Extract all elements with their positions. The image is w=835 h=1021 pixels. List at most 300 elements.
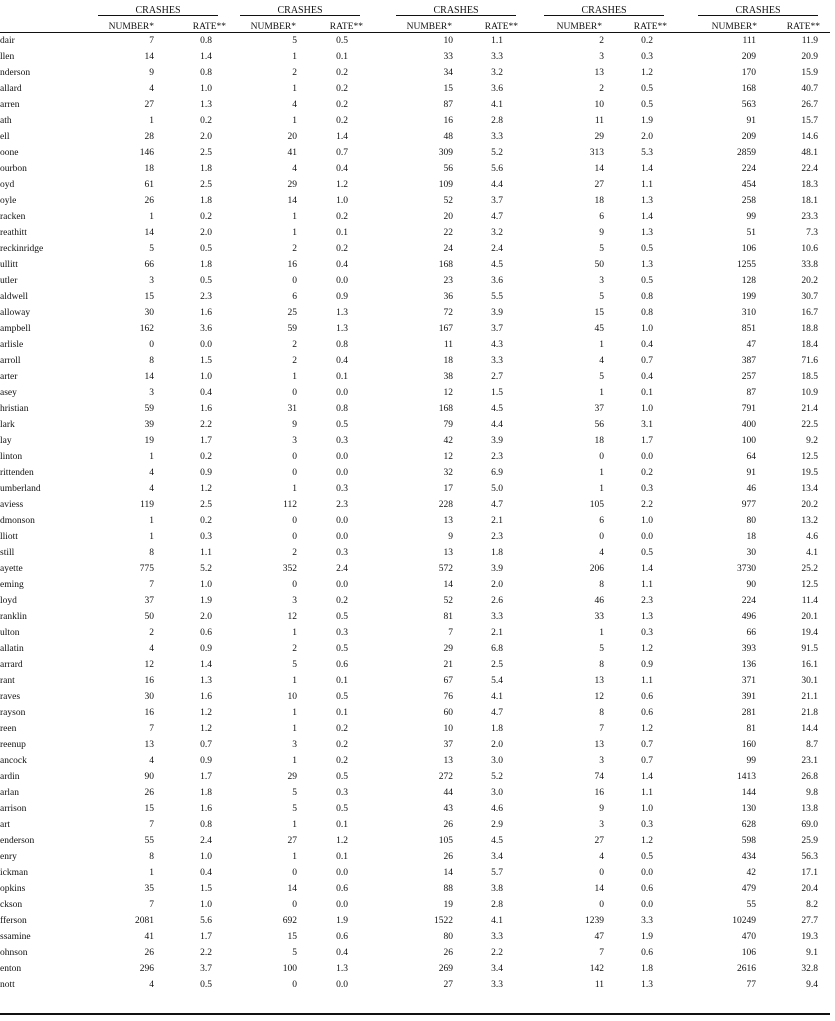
- number-2-cell: 16: [287, 260, 297, 270]
- county-name-cell: enderson: [0, 836, 35, 846]
- number-3-cell: 168: [438, 404, 453, 414]
- number-4-cell: 50: [594, 260, 604, 270]
- rate-4-cell: 1.2: [641, 644, 653, 654]
- rate-1-cell: 2.2: [200, 420, 212, 430]
- rate-3-cell: 6.8: [491, 644, 503, 654]
- rate-3-cell: 3.2: [491, 228, 503, 238]
- table-row: [0, 849, 835, 865]
- rate-5-cell: 33.8: [801, 260, 818, 270]
- number-2-cell: 10: [287, 692, 297, 702]
- table-row: [0, 785, 835, 801]
- number-4-cell: 13: [594, 68, 604, 78]
- table-row: [0, 929, 835, 945]
- number-5-cell: 563: [741, 100, 756, 110]
- number-1-cell: 7: [149, 580, 154, 590]
- number-5-cell: 47: [746, 340, 756, 350]
- number-4-cell: 37: [594, 404, 604, 414]
- number-4-cell: 27: [594, 836, 604, 846]
- number-1-cell: 50: [144, 612, 154, 622]
- number-5-cell: 310: [741, 308, 756, 318]
- county-name-cell: dmonson: [0, 516, 35, 526]
- number-1-cell: 3: [149, 388, 154, 398]
- number-5-cell: 99: [746, 756, 756, 766]
- number-1-cell: 14: [144, 52, 154, 62]
- rate-4-cell: 1.3: [641, 980, 653, 990]
- rate-3-cell: 2.5: [491, 660, 503, 670]
- number-5-cell: 470: [741, 932, 756, 942]
- rate-4-cell: 2.0: [641, 132, 653, 142]
- number-1-cell: 15: [144, 804, 154, 814]
- number-1-cell: 41: [144, 932, 154, 942]
- rate-5-cell: 22.4: [801, 164, 818, 174]
- rate-1-cell: 0.9: [200, 644, 212, 654]
- number-4-cell: 0: [599, 868, 604, 878]
- rate-5-cell: 26.7: [801, 100, 818, 110]
- number-4-cell: 3: [599, 276, 604, 286]
- rate-4-cell: 0.6: [641, 884, 653, 894]
- number-3-cell: 38: [443, 372, 453, 382]
- number-5-cell: 91: [746, 116, 756, 126]
- table-row: [0, 881, 835, 897]
- rate-1-cell: 1.7: [200, 932, 212, 942]
- rate-3-cell: 3.3: [491, 356, 503, 366]
- rate-5-cell: 40.7: [801, 84, 818, 94]
- number-2-cell: 4: [292, 164, 297, 174]
- rate-5-cell: 8.2: [806, 900, 818, 910]
- rate-1-cell: 2.5: [200, 148, 212, 158]
- rate-1-cell: 2.0: [200, 612, 212, 622]
- table-row: [0, 817, 835, 833]
- number-2-cell: 9: [292, 420, 297, 430]
- table-row: [0, 241, 835, 257]
- number-5-cell: 66: [746, 628, 756, 638]
- rate-5-cell: 9.8: [806, 788, 818, 798]
- number-3-cell: 52: [443, 196, 453, 206]
- number-4-cell: 313: [589, 148, 604, 158]
- rate-1-cell: 5.2: [200, 564, 212, 574]
- rate-2-cell: 0.5: [336, 692, 348, 702]
- rate-3-cell: 2.0: [491, 580, 503, 590]
- number-4-cell: 3: [599, 820, 604, 830]
- county-name-cell: ickman: [0, 868, 28, 878]
- rate-3-cell: 4.7: [491, 212, 503, 222]
- number-1-cell: 7: [149, 724, 154, 734]
- rate-4-cell: 0.4: [641, 372, 653, 382]
- number-5-cell: 144: [741, 788, 756, 798]
- rate-4-cell: 2.3: [641, 596, 653, 606]
- table-row: [0, 257, 835, 273]
- number-1-cell: 1: [149, 116, 154, 126]
- rate-5-cell: 25.9: [801, 836, 818, 846]
- number-1-cell: 119: [140, 500, 154, 510]
- number-2-cell: 1: [292, 228, 297, 238]
- county-name-cell: enry: [0, 852, 17, 862]
- rate-2-cell: 0.5: [336, 36, 348, 46]
- group-rule-1: [98, 15, 218, 16]
- number-5-cell: 791: [741, 404, 756, 414]
- number-2-cell: 1: [292, 708, 297, 718]
- county-name-cell: allard: [0, 84, 22, 94]
- rate-4-cell: 0.5: [641, 852, 653, 862]
- county-name-cell: ardin: [0, 772, 20, 782]
- number-5-cell: 224: [741, 596, 756, 606]
- rate-2-cell: 0.3: [336, 484, 348, 494]
- number-2-cell: 29: [287, 772, 297, 782]
- table-row: [0, 721, 835, 737]
- rate-2-cell: 0.1: [336, 852, 348, 862]
- number-1-cell: 7: [149, 36, 154, 46]
- number-2-cell: 0: [292, 900, 297, 910]
- number-3-cell: 36: [443, 292, 453, 302]
- table-row: [0, 593, 835, 609]
- rate-4-cell: 0.0: [641, 532, 653, 542]
- number-3-cell: 52: [443, 596, 453, 606]
- rate-header-5: RATE**: [786, 22, 820, 32]
- rate-1-cell: 1.8: [200, 788, 212, 798]
- table-row: [0, 641, 835, 657]
- rate-1-cell: 0.8: [200, 820, 212, 830]
- rate-2-cell: 0.3: [336, 436, 348, 446]
- rate-3-cell: 2.0: [491, 740, 503, 750]
- table-row: [0, 49, 835, 65]
- rate-4-cell: 0.8: [641, 292, 653, 302]
- number-4-cell: 0: [599, 532, 604, 542]
- rate-1-cell: 2.2: [200, 948, 212, 958]
- rate-2-cell: 1.3: [336, 964, 348, 974]
- number-4-cell: 29: [594, 132, 604, 142]
- rate-1-cell: 0.3: [200, 532, 212, 542]
- rate-2-cell: 0.8: [336, 340, 348, 350]
- group-rule-4: [544, 15, 664, 16]
- group-rule-2: [240, 15, 360, 16]
- number-3-cell: 13: [443, 756, 453, 766]
- table-row: [0, 305, 835, 321]
- table-row: [0, 481, 835, 497]
- county-name-cell: arter: [0, 372, 18, 382]
- rate-4-cell: 0.2: [641, 36, 653, 46]
- county-name-cell: arlan: [0, 788, 19, 798]
- rate-5-cell: 10.6: [801, 244, 818, 254]
- number-3-cell: 13: [443, 548, 453, 558]
- number-4-cell: 16: [594, 788, 604, 798]
- rate-1-cell: 1.1: [200, 548, 212, 558]
- number-2-cell: 4: [292, 100, 297, 110]
- number-3-cell: 26: [443, 852, 453, 862]
- number-1-cell: 3: [149, 276, 154, 286]
- number-3-cell: 76: [443, 692, 453, 702]
- rate-1-cell: 1.6: [200, 404, 212, 414]
- number-3-cell: 168: [438, 260, 453, 270]
- rate-1-cell: 2.0: [200, 132, 212, 142]
- rate-5-cell: 18.1: [801, 196, 818, 206]
- rate-4-cell: 0.2: [641, 468, 653, 478]
- county-name-cell: reen: [0, 724, 17, 734]
- rate-3-cell: 2.1: [491, 628, 503, 638]
- rate-3-cell: 5.4: [491, 676, 503, 686]
- rate-1-cell: 2.4: [200, 836, 212, 846]
- number-2-cell: 1: [292, 372, 297, 382]
- rate-3-cell: 1.8: [491, 724, 503, 734]
- rate-4-cell: 2.2: [641, 500, 653, 510]
- rate-5-cell: 11.9: [801, 36, 818, 46]
- rate-1-cell: 3.7: [200, 964, 212, 974]
- rate-header-2: RATE**: [329, 22, 363, 32]
- number-1-cell: 1: [149, 868, 154, 878]
- rate-2-cell: 0.2: [336, 756, 348, 766]
- number-2-cell: 2: [292, 68, 297, 78]
- county-name-cell: hristian: [0, 404, 29, 414]
- rate-2-cell: 1.3: [336, 324, 348, 334]
- rate-1-cell: 1.4: [200, 52, 212, 62]
- number-2-cell: 6: [292, 292, 297, 302]
- rate-5-cell: 18.3: [801, 180, 818, 190]
- number-2-cell: 0: [292, 388, 297, 398]
- number-5-cell: 51: [746, 228, 756, 238]
- number-1-cell: 4: [149, 484, 154, 494]
- county-name-cell: oyle: [0, 196, 17, 206]
- number-3-cell: 10: [443, 724, 453, 734]
- rate-2-cell: 0.4: [336, 260, 348, 270]
- number-5-cell: 81: [746, 724, 756, 734]
- number-2-cell: 27: [287, 836, 297, 846]
- table-row: [0, 369, 835, 385]
- county-name-cell: utler: [0, 276, 18, 286]
- rate-2-cell: 0.0: [336, 532, 348, 542]
- county-name-cell: rant: [0, 676, 15, 686]
- number-1-cell: 66: [144, 260, 154, 270]
- number-3-cell: 34: [443, 68, 453, 78]
- number-5-cell: 496: [741, 612, 756, 622]
- rate-5-cell: 13.8: [801, 804, 818, 814]
- rate-5-cell: 21.1: [801, 692, 818, 702]
- rate-4-cell: 0.4: [641, 340, 653, 350]
- number-3-cell: 12: [443, 388, 453, 398]
- county-name-cell: reathitt: [0, 228, 27, 238]
- number-5-cell: 42: [746, 868, 756, 878]
- number-3-cell: 60: [443, 708, 453, 718]
- number-4-cell: 4: [599, 356, 604, 366]
- rate-2-cell: 0.0: [336, 980, 348, 990]
- rate-2-cell: 2.4: [336, 564, 348, 574]
- county-name-cell: lark: [0, 420, 15, 430]
- number-1-cell: 90: [144, 772, 154, 782]
- rate-1-cell: 0.5: [200, 276, 212, 286]
- number-2-cell: 5: [292, 948, 297, 958]
- rate-3-cell: 4.1: [491, 916, 503, 926]
- rate-1-cell: 2.0: [200, 228, 212, 238]
- number-3-cell: 72: [443, 308, 453, 318]
- rate-5-cell: 20.2: [801, 276, 818, 286]
- number-3-cell: 21: [443, 660, 453, 670]
- number-4-cell: 5: [599, 372, 604, 382]
- number-3-cell: 43: [443, 804, 453, 814]
- table-row: [0, 545, 835, 561]
- number-4-cell: 0: [599, 900, 604, 910]
- number-1-cell: 1: [149, 516, 154, 526]
- number-4-cell: 1: [599, 628, 604, 638]
- number-2-cell: 0: [292, 276, 297, 286]
- rate-1-cell: 1.6: [200, 692, 212, 702]
- number-1-cell: 37: [144, 596, 154, 606]
- number-3-cell: 32: [443, 468, 453, 478]
- county-name-cell: ampbell: [0, 324, 31, 334]
- number-4-cell: 18: [594, 196, 604, 206]
- rate-4-cell: 5.3: [641, 148, 653, 158]
- rate-2-cell: 1.3: [336, 308, 348, 318]
- rate-header-1: RATE**: [192, 22, 226, 32]
- number-2-cell: 5: [292, 36, 297, 46]
- rate-3-cell: 2.8: [491, 900, 503, 910]
- number-4-cell: 47: [594, 932, 604, 942]
- rate-1-cell: 0.8: [200, 36, 212, 46]
- rate-3-cell: 2.3: [491, 532, 503, 542]
- number-4-cell: 6: [599, 516, 604, 526]
- county-name-cell: fferson: [0, 916, 27, 926]
- number-2-cell: 692: [282, 916, 297, 926]
- number-1-cell: 18: [144, 164, 154, 174]
- county-name-cell: raves: [0, 692, 21, 702]
- rate-2-cell: 1.9: [336, 916, 348, 926]
- rate-1-cell: 3.6: [200, 324, 212, 334]
- number-3-cell: 67: [443, 676, 453, 686]
- rate-1-cell: 2.5: [200, 180, 212, 190]
- number-3-cell: 56: [443, 164, 453, 174]
- county-name-cell: ohnson: [0, 948, 28, 958]
- rate-2-cell: 0.1: [336, 228, 348, 238]
- rate-2-cell: 0.2: [336, 100, 348, 110]
- number-5-cell: 1255: [737, 260, 756, 270]
- number-5-cell: 209: [741, 52, 756, 62]
- number-3-cell: 87: [443, 100, 453, 110]
- county-name-cell: alloway: [0, 308, 31, 318]
- number-2-cell: 100: [282, 964, 297, 974]
- number-3-cell: 9: [448, 532, 453, 542]
- number-2-cell: 3: [292, 740, 297, 750]
- rate-1-cell: 0.2: [200, 212, 212, 222]
- number-1-cell: 1: [149, 532, 154, 542]
- rate-3-cell: 2.4: [491, 244, 503, 254]
- rate-3-cell: 3.9: [491, 436, 503, 446]
- rate-1-cell: 1.4: [200, 660, 212, 670]
- rate-5-cell: 7.3: [806, 228, 818, 238]
- rate-3-cell: 5.6: [491, 164, 503, 174]
- rate-4-cell: 1.3: [641, 612, 653, 622]
- table-row: [0, 449, 835, 465]
- rate-4-cell: 0.6: [641, 692, 653, 702]
- county-name-cell: ranklin: [0, 612, 27, 622]
- rate-5-cell: 15.7: [801, 116, 818, 126]
- table-row: [0, 385, 835, 401]
- number-2-cell: 0: [292, 980, 297, 990]
- number-5-cell: 168: [741, 84, 756, 94]
- number-4-cell: 4: [599, 548, 604, 558]
- number-5-cell: 454: [741, 180, 756, 190]
- rate-3-cell: 5.2: [491, 148, 503, 158]
- number-3-cell: 26: [443, 948, 453, 958]
- number-2-cell: 1: [292, 84, 297, 94]
- table-row: [0, 865, 835, 881]
- rate-2-cell: 0.1: [336, 372, 348, 382]
- number-2-cell: 1: [292, 628, 297, 638]
- rate-3-cell: 2.7: [491, 372, 503, 382]
- number-1-cell: 39: [144, 420, 154, 430]
- number-1-cell: 26: [144, 196, 154, 206]
- rate-5-cell: 8.7: [806, 740, 818, 750]
- number-1-cell: 4: [149, 756, 154, 766]
- rate-3-cell: 2.6: [491, 596, 503, 606]
- rate-5-cell: 23.3: [801, 212, 818, 222]
- number-2-cell: 112: [283, 500, 297, 510]
- number-2-cell: 0: [292, 468, 297, 478]
- number-1-cell: 162: [139, 324, 154, 334]
- number-5-cell: 10249: [732, 916, 756, 926]
- number-4-cell: 27: [594, 180, 604, 190]
- table-row: [0, 273, 835, 289]
- number-2-cell: 0: [292, 532, 297, 542]
- rate-5-cell: 20.4: [801, 884, 818, 894]
- number-4-cell: 13: [594, 740, 604, 750]
- number-5-cell: 90: [746, 580, 756, 590]
- number-5-cell: 64: [746, 452, 756, 462]
- number-4-cell: 1: [599, 340, 604, 350]
- number-3-cell: 79: [443, 420, 453, 430]
- rate-1-cell: 0.4: [200, 388, 212, 398]
- rate-4-cell: 1.3: [641, 228, 653, 238]
- table-row: [0, 673, 835, 689]
- rate-1-cell: 0.7: [200, 740, 212, 750]
- rate-3-cell: 4.3: [491, 340, 503, 350]
- rate-5-cell: 9.4: [806, 980, 818, 990]
- number-4-cell: 5: [599, 292, 604, 302]
- number-5-cell: 387: [741, 356, 756, 366]
- county-name-cell: oone: [0, 148, 19, 158]
- rate-2-cell: 0.4: [336, 356, 348, 366]
- rate-5-cell: 91.5: [801, 644, 818, 654]
- rate-5-cell: 16.1: [801, 660, 818, 670]
- rate-4-cell: 0.0: [641, 900, 653, 910]
- number-1-cell: 13: [144, 740, 154, 750]
- rate-2-cell: 0.2: [336, 724, 348, 734]
- number-5-cell: 100: [741, 436, 756, 446]
- rate-5-cell: 32.8: [801, 964, 818, 974]
- rate-5-cell: 21.4: [801, 404, 818, 414]
- rate-1-cell: 2.3: [200, 292, 212, 302]
- rate-4-cell: 1.0: [641, 804, 653, 814]
- number-1-cell: 1: [149, 212, 154, 222]
- rate-1-cell: 1.7: [200, 772, 212, 782]
- number-1-cell: 146: [139, 148, 154, 158]
- county-name-cell: dair: [0, 36, 15, 46]
- rate-4-cell: 1.8: [641, 964, 653, 974]
- rate-3-cell: 5.7: [491, 868, 503, 878]
- rate-2-cell: 0.0: [336, 276, 348, 286]
- number-2-cell: 12: [287, 612, 297, 622]
- number-4-cell: 7: [599, 724, 604, 734]
- rate-4-cell: 1.2: [641, 724, 653, 734]
- table-row: [0, 225, 835, 241]
- table-row: [0, 65, 835, 81]
- county-name-cell: umberland: [0, 484, 41, 494]
- number-5-cell: 91: [746, 468, 756, 478]
- table-row: [0, 145, 835, 161]
- number-4-cell: 14: [594, 884, 604, 894]
- number-5-cell: 258: [741, 196, 756, 206]
- rate-5-cell: 20.2: [801, 500, 818, 510]
- rate-2-cell: 0.5: [336, 644, 348, 654]
- number-1-cell: 30: [144, 692, 154, 702]
- table-row: [0, 81, 835, 97]
- number-2-cell: 1: [292, 820, 297, 830]
